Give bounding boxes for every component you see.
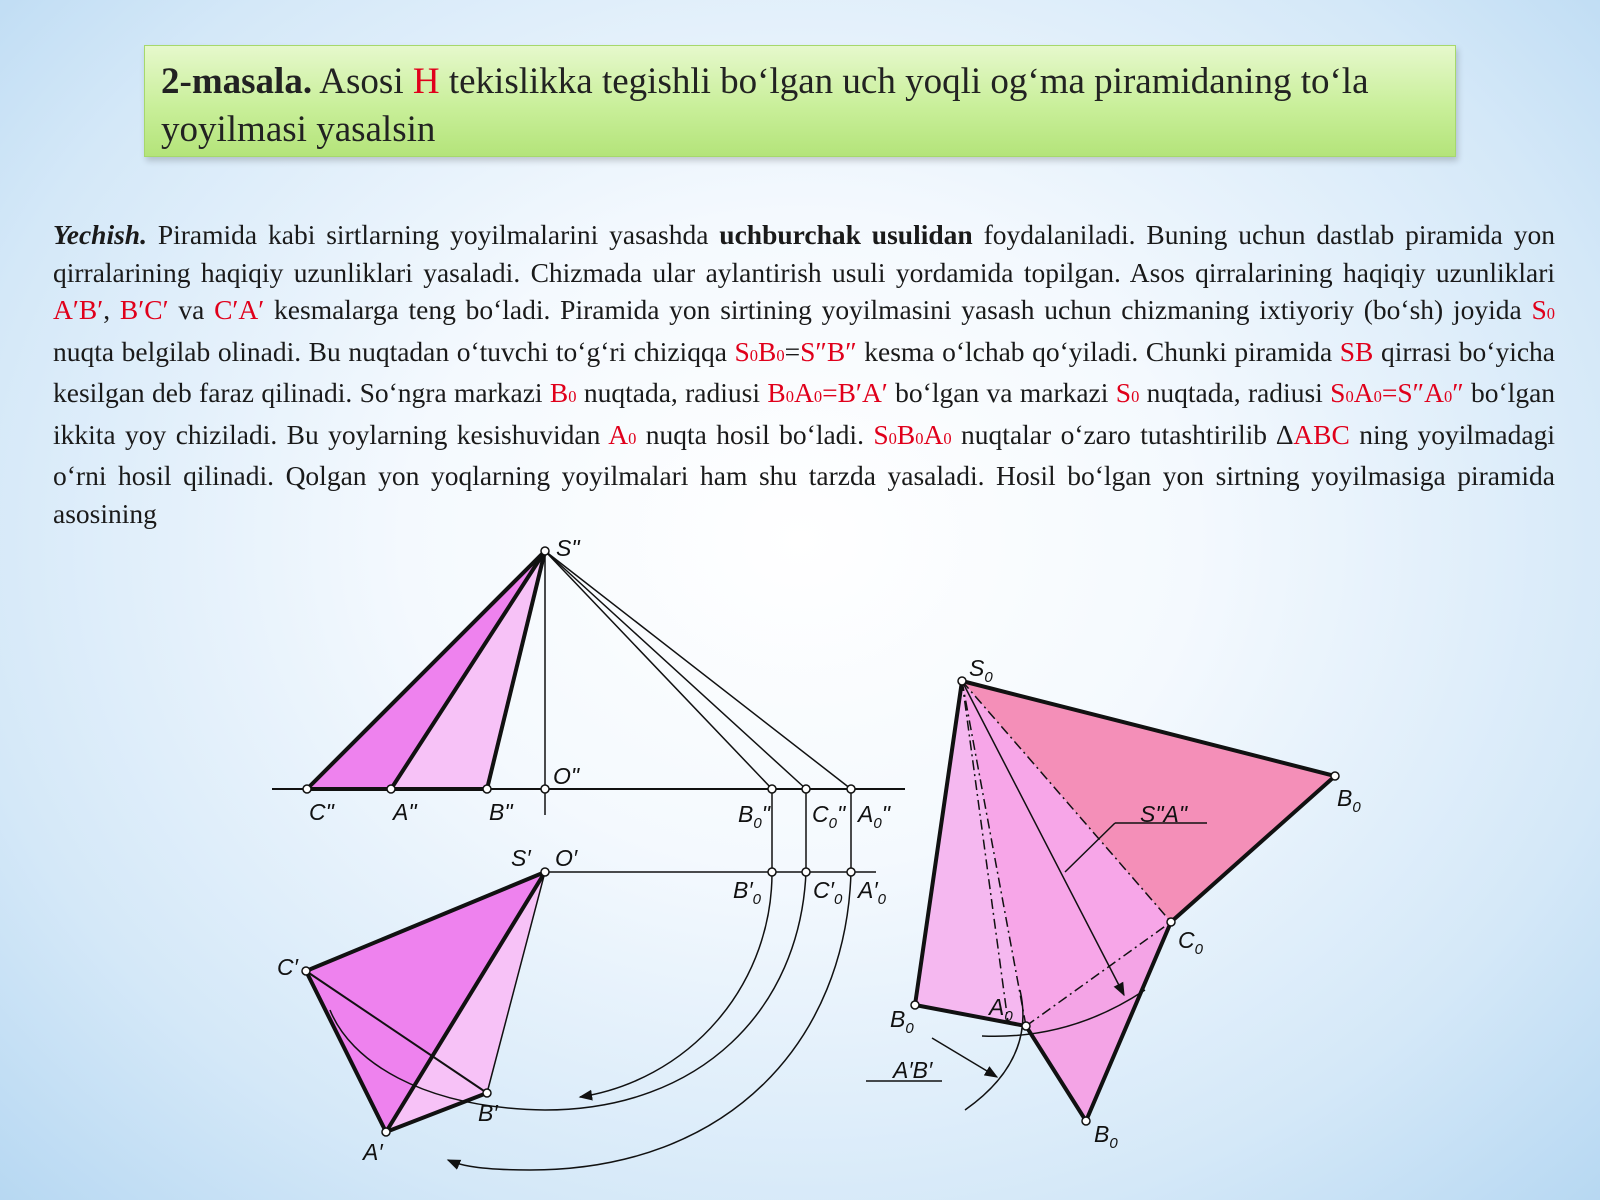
problem-number: 2-masala. [161, 61, 313, 102]
label-a0-frontal: $A_0$" [858, 801, 890, 832]
text-run: nuqtada, radiusi [1139, 377, 1331, 408]
title-highlight: H [412, 61, 440, 102]
label-a2: A" [393, 799, 417, 825]
point-s0: S0 [1531, 294, 1555, 325]
text-run: nuqta belgilab olinadi. Bu nuqtadan o‘tuvchi to‘g‘ri chiziqqa [53, 335, 735, 367]
edge-sb: SB [1339, 335, 1374, 367]
text-run: , [103, 294, 120, 325]
radius-b0a0: B0A0=B′A′ [767, 377, 888, 408]
triangle-abc: ABC [1293, 418, 1350, 450]
label-b0-plan: $B'_0$ [733, 877, 761, 908]
label-a0: $A_0$ [989, 994, 1013, 1025]
point-b0: B0 [549, 377, 577, 408]
label-c0: $C_0$ [1178, 927, 1203, 958]
title-pre: Asosi [319, 61, 404, 102]
label-b2: B" [489, 799, 513, 825]
text-run: = [784, 335, 801, 367]
label-sa-length: S"A" [1140, 801, 1188, 827]
method-name: uchburchak usulidan [719, 219, 973, 250]
label-o1: O′ [555, 845, 578, 871]
label-b0-bottom: $B_0$ [1094, 1121, 1118, 1152]
label-b1: B′ [478, 1100, 498, 1126]
title-rest: tekislikka tegishli bo‘lgan uch yoqli og‘ma piramidaning to‘la yoyilmasi yasalsin [161, 61, 1369, 150]
pyramid-development [866, 677, 1339, 1125]
label-a0-plan: $A'_0$ [858, 877, 886, 908]
point-a0: A0 [608, 418, 637, 450]
segment-sb: S″B″ [800, 335, 857, 367]
horizontal-projection [302, 868, 876, 1170]
text-run: qirrasi bo‘yicha kesilgan deb faraz qilinadi. So‘ngra markazi [53, 335, 1556, 408]
label-c2: C" [309, 799, 334, 825]
radius-ab-arrow [932, 1038, 997, 1077]
label-o2: O" [553, 763, 580, 789]
segment-s0b0: S0B0 [734, 335, 785, 367]
label-s1: S′ [511, 845, 531, 871]
label-c0-frontal: $C_0$" [812, 801, 846, 832]
label-b0-frontal: $B_0$" [738, 801, 770, 832]
text-run: nuqtalar o‘zaro tutashtirilib ∆ [951, 418, 1294, 450]
label-b0-left: $B_0$ [890, 1006, 914, 1037]
true-length-sc [545, 551, 806, 789]
text-run: kesma o‘lchab qo‘yiladi. Chunki piramida [856, 335, 1340, 367]
point-s0-2: S0 [1115, 377, 1140, 408]
label-c1: C′ [277, 954, 298, 980]
text-run: foydalaniladi. Buning uchun dastlab piramida yon qirralarining haqiqiy uzunliklari yasaladi. Chizmada ular aylantirish usuli yordamida topilgan. Asos qirralarining haqiqiy uzunliklari [53, 219, 1555, 288]
true-length-sb [545, 551, 772, 789]
solution-lead: Yechish. [53, 219, 147, 250]
text-run: bo‘lgan ikkita yoy chiziladi. Bu yoylarning kesishuvidan [53, 377, 1556, 450]
frontal-projection [272, 547, 905, 872]
text-run: ning yoyilmadagi o‘rni hosil qilinadi. Qolgan yon yoqlarning yoyilmalari ham shu tarzda yasaladi. Hosil bo‘lgan yon sirtning yoyilmasiga piramida asosining [53, 418, 1555, 529]
label-c0-plan: $C'_0$ [813, 877, 843, 908]
text-run: nuqta hosil bo‘ladi. [636, 418, 874, 450]
label-b0-right: $B_0$ [1337, 785, 1361, 816]
text-run: va [168, 294, 215, 325]
segment-bc: B′C′ [119, 294, 169, 325]
text-run: bo‘lgan va markazi [887, 377, 1116, 408]
text-run: kesmalarga teng bo‘ladi. Piramida yon sirtining yoyilmasini yasash uchun chizmaning ixtiyoriy (bo‘sh) joyida [264, 294, 1532, 325]
segment-ab: A′B′ [53, 294, 104, 325]
label-a1: A′ [363, 1139, 383, 1165]
label-s2: S" [556, 535, 580, 561]
label-s0: $S_0$ [969, 655, 993, 686]
rotation-arc-b [580, 872, 772, 1097]
segment-ca: C′A′ [214, 294, 265, 325]
label-ab-length: A′B′ [893, 1057, 933, 1083]
text-run: Piramida kabi sirtlarning yoyilmalarini yasashda [146, 219, 720, 250]
true-length-sa [545, 551, 851, 789]
text-run: nuqtada, radiusi [576, 377, 768, 408]
points-s0b0a0: S0B0A0 [873, 418, 952, 450]
radius-s0a0: S0A0=S″A0″ [1330, 377, 1464, 408]
